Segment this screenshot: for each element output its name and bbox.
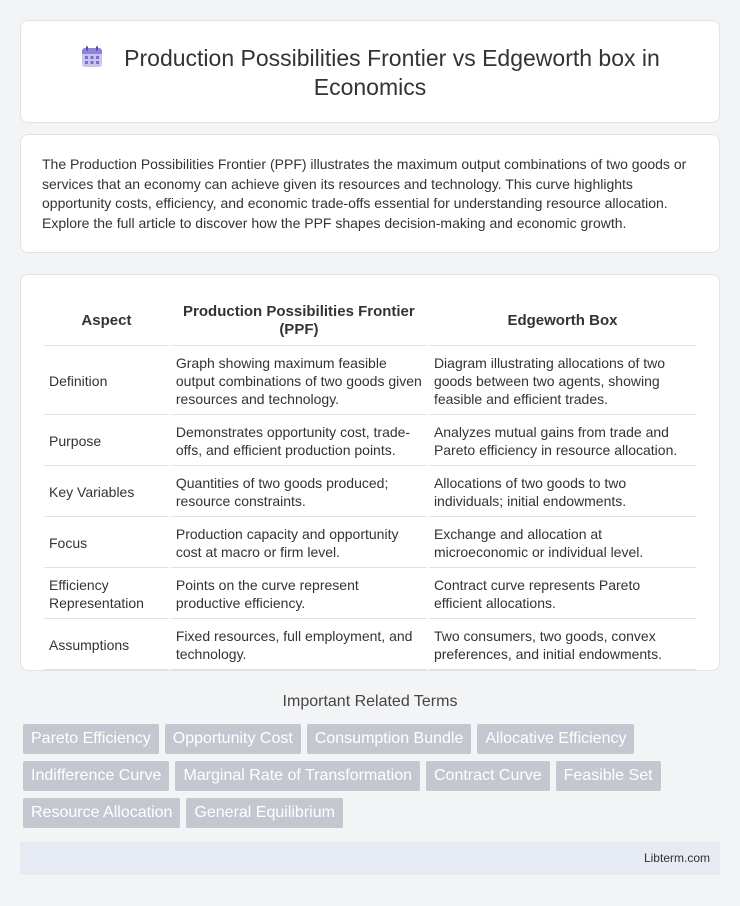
title-line-2: Economics <box>313 74 427 100</box>
header-ppf: Production Possibilities Frontier (PPF) <box>171 297 427 346</box>
calendar-grid-icon <box>80 45 104 69</box>
table-row <box>44 570 696 619</box>
comparison-card <box>20 274 720 671</box>
intro-text: The Production Possibilities Frontier (PPF) illustrates the maximum output combinations of two goods or services that an economy can achieve given its resources and technology. This curve highlights opportunity costs, efficiency, and economic trade-offs essential for understanding resource allocation. Explore the full article to discover how the PPF shapes decision-making and economic growth. <box>42 156 687 231</box>
row-ppf: Fixed resources, full employment, and technology. <box>171 621 427 670</box>
row-aspect: Focus <box>44 519 169 568</box>
row-edgeworth: Contract curve represents Pareto efficient allocations. <box>429 570 696 619</box>
tag-resource-allocation[interactable]: Resource Allocation <box>23 798 180 828</box>
row-aspect: Purpose <box>44 417 169 466</box>
intro-card <box>20 134 720 253</box>
table-row <box>44 468 696 517</box>
tag-pareto-efficiency[interactable]: Pareto Efficiency <box>23 724 159 754</box>
page-title <box>21 44 719 102</box>
table-row <box>44 348 696 415</box>
footer-link[interactable]: Libterm.com <box>643 851 710 865</box>
row-ppf: Points on the curve represent productive efficiency. <box>171 570 427 619</box>
row-ppf: Demonstrates opportunity cost, trade-offs, and efficient production points. <box>171 417 427 466</box>
header-card <box>20 20 720 123</box>
table-row <box>44 417 696 466</box>
table-header-row <box>44 297 696 346</box>
tag-allocative-efficiency[interactable]: Allocative Efficiency <box>477 724 634 754</box>
row-edgeworth: Exchange and allocation at microeconomic or individual level. <box>429 519 696 568</box>
row-aspect: Assumptions <box>44 621 169 670</box>
tag-contract-curve[interactable]: Contract Curve <box>426 761 550 791</box>
row-ppf: Production capacity and opportunity cost at macro or firm level. <box>171 519 427 568</box>
comparison-table <box>42 295 698 672</box>
row-aspect: Efficiency Representation <box>44 570 169 619</box>
tag-opportunity-cost[interactable]: Opportunity Cost <box>165 724 301 754</box>
row-edgeworth: Analyzes mutual gains from trade and Pareto efficiency in resource allocation. <box>429 417 696 466</box>
footer <box>20 842 720 875</box>
row-ppf: Graph showing maximum feasible output combinations of two goods given resources and technology. <box>171 348 427 415</box>
row-aspect: Definition <box>44 348 169 415</box>
related-terms-tags <box>23 724 703 828</box>
row-ppf: Quantities of two goods produced; resource constraints. <box>171 468 427 517</box>
table-row <box>44 519 696 568</box>
row-edgeworth: Two consumers, two goods, convex preferences, and initial endowments. <box>429 621 696 670</box>
row-edgeworth: Diagram illustrating allocations of two goods between two agents, showing feasible and efficient trades. <box>429 348 696 415</box>
table-row <box>44 621 696 670</box>
title-line-1: Production Possibilities Frontier vs Edgeworth box in <box>124 45 660 71</box>
tag-consumption-bundle[interactable]: Consumption Bundle <box>307 724 472 754</box>
row-edgeworth: Allocations of two goods to two individuals; initial endowments. <box>429 468 696 517</box>
tag-feasible-set[interactable]: Feasible Set <box>556 761 661 791</box>
tag-marginal-rate-of-transformation[interactable]: Marginal Rate of Transformation <box>175 761 420 791</box>
related-terms-title: Important Related Terms <box>282 693 458 710</box>
tag-general-equilibrium[interactable]: General Equilibrium <box>186 798 343 828</box>
header-aspect: Aspect <box>44 297 169 346</box>
row-aspect: Key Variables <box>44 468 169 517</box>
tag-indifference-curve[interactable]: Indifference Curve <box>23 761 169 791</box>
header-edgeworth: Edgeworth Box <box>429 297 696 346</box>
